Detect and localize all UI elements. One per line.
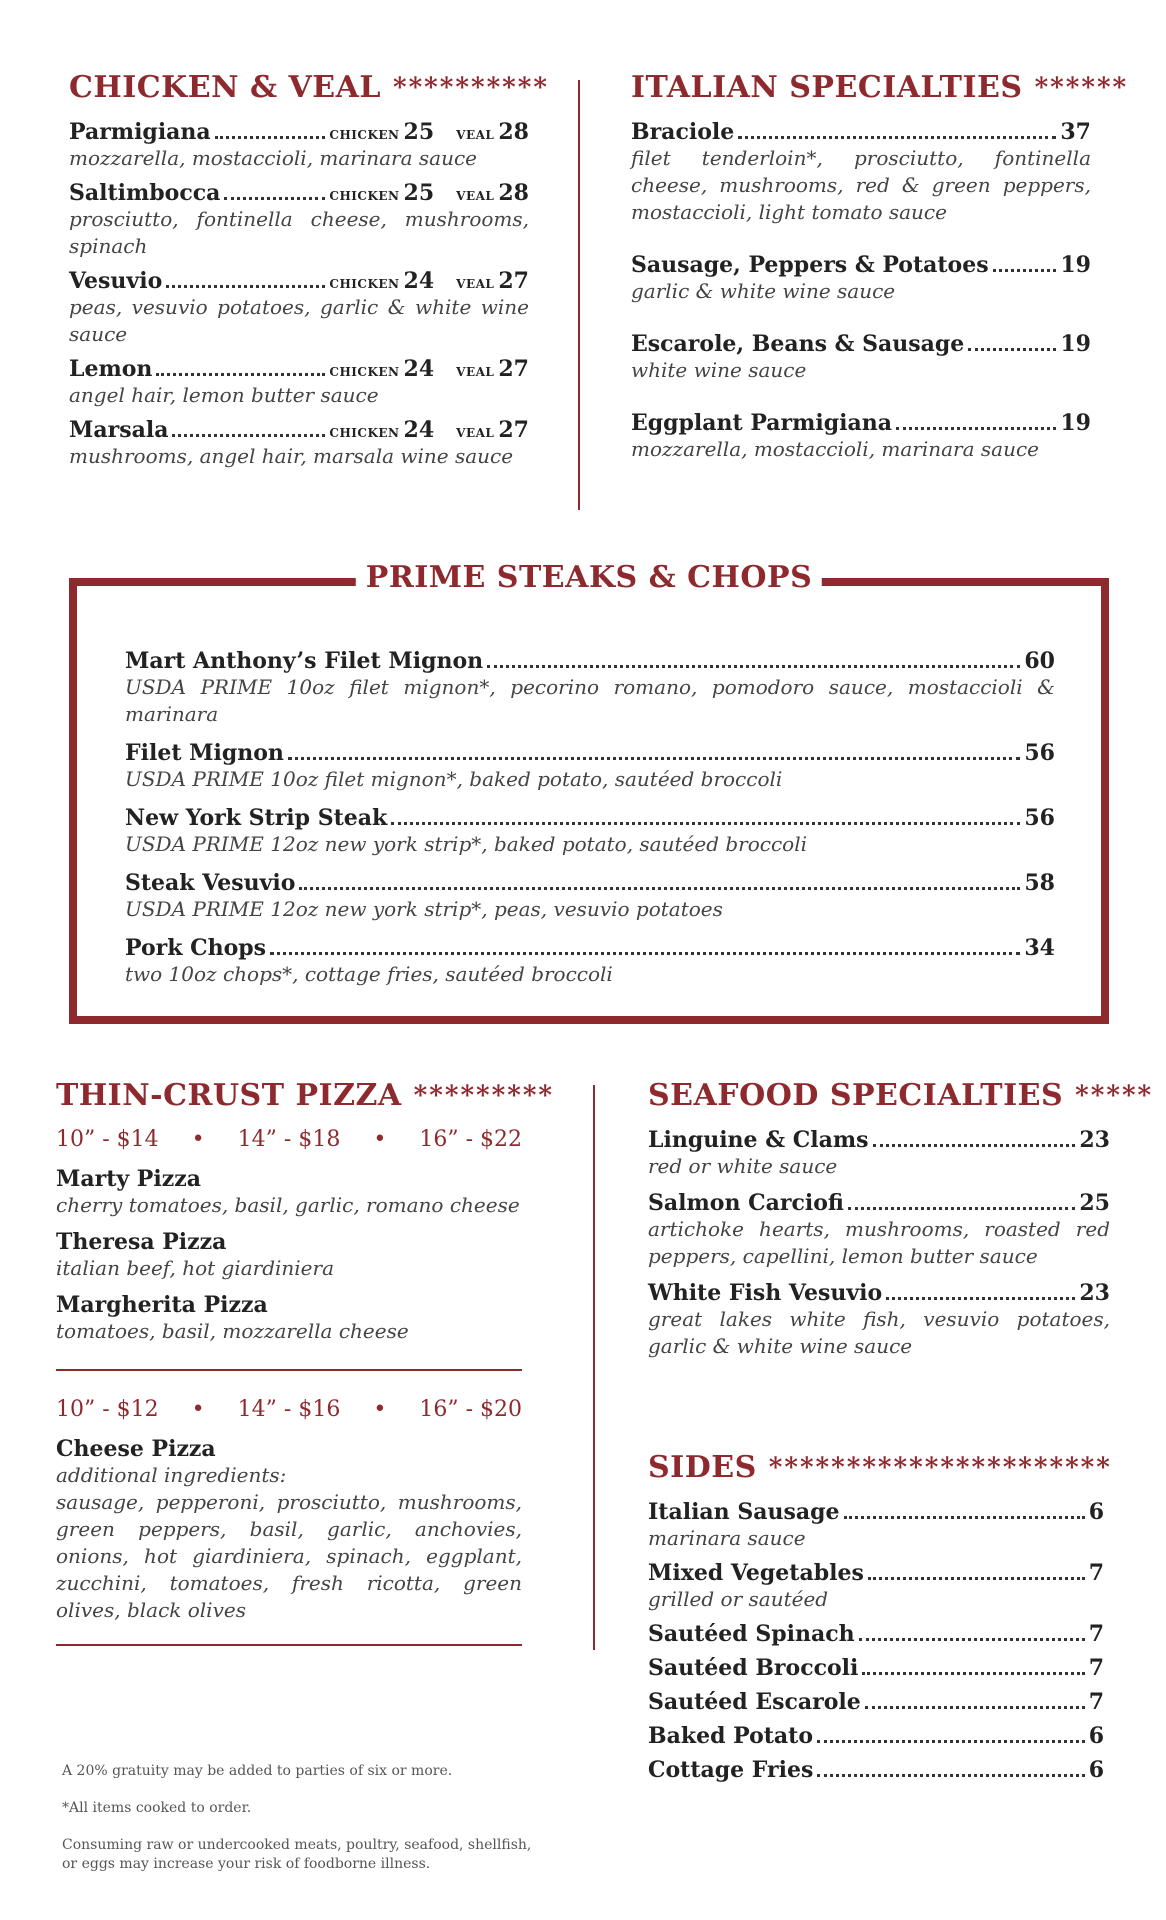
dot-leader bbox=[270, 952, 1020, 955]
dot-leader bbox=[865, 1706, 1085, 1709]
chicken-veal-title bbox=[69, 70, 549, 105]
veal-price bbox=[456, 268, 529, 294]
item-description: artichoke hearts, mushrooms, roasted red peppers, capellini, lemon butter sauce bbox=[648, 1217, 1110, 1268]
item-price: 6 bbox=[1088, 1723, 1104, 1749]
pizza-list bbox=[56, 1166, 522, 1345]
menu-item bbox=[648, 1127, 1110, 1180]
dot-leader bbox=[156, 373, 325, 376]
item-name-line bbox=[648, 1655, 1104, 1681]
item-name: Filet Mignon bbox=[125, 740, 284, 766]
item-name: Parmigiana bbox=[69, 119, 211, 145]
pizza-sizes-1 bbox=[56, 1127, 522, 1152]
item-price: 6 bbox=[1088, 1757, 1104, 1783]
item-name: Escarole, Beans & Sausage bbox=[631, 331, 965, 357]
item-name: Mixed Vegetables bbox=[648, 1560, 864, 1586]
item-name: Baked Potato bbox=[648, 1723, 814, 1749]
item-name-line bbox=[125, 648, 1055, 674]
item-name: Saltimbocca bbox=[69, 180, 221, 206]
menu-item bbox=[125, 935, 1055, 988]
item-price: 56 bbox=[1024, 740, 1055, 766]
seafood-list bbox=[648, 1127, 1110, 1360]
seafood-title-text: SEAFOOD SPECIALTIES bbox=[648, 1078, 1064, 1113]
menu-item bbox=[69, 119, 529, 172]
item-price: 7 bbox=[1088, 1655, 1104, 1681]
menu-item bbox=[69, 180, 529, 260]
chicken-label: CHICKEN bbox=[329, 277, 400, 291]
pizza-title bbox=[56, 1078, 555, 1113]
menu-item bbox=[648, 1723, 1104, 1749]
item-description: mushrooms, angel hair, marsala wine sauce bbox=[69, 444, 514, 468]
sides-list bbox=[648, 1499, 1104, 1783]
additional-label: additional ingredients: bbox=[56, 1463, 287, 1487]
menu-item bbox=[125, 805, 1055, 858]
additional-list: sausage, pepperoni, prosciutto, mushrooms, green peppers, basil, garlic, anchovies, onions, hot giardiniera, spinach, eggplant, zucchini, tomatoes, fresh ricotta, green olives, black olives bbox=[56, 1490, 522, 1622]
item-name-line bbox=[56, 1229, 522, 1255]
dot-leader bbox=[299, 887, 1020, 890]
dot-leader bbox=[215, 136, 326, 139]
item-name: Eggplant Parmigiana bbox=[631, 410, 893, 436]
pizza-stars: ********* bbox=[413, 1080, 555, 1111]
divider-bottom bbox=[593, 1085, 595, 1650]
price-value: 27 bbox=[498, 356, 529, 382]
menu-item bbox=[56, 1229, 522, 1282]
chicken-veal-section bbox=[69, 70, 549, 478]
item-description: grilled or sautéed bbox=[648, 1587, 829, 1611]
item-name: Cottage Fries bbox=[648, 1757, 814, 1783]
price-value: 24 bbox=[403, 356, 435, 382]
item-price: 19 bbox=[1060, 331, 1091, 357]
menu-item bbox=[648, 1655, 1104, 1681]
item-name: Margherita Pizza bbox=[56, 1292, 268, 1318]
item-name-line bbox=[631, 252, 1091, 278]
seafood-section bbox=[648, 1078, 1154, 1370]
size-label: 10” - $14 bbox=[56, 1127, 159, 1152]
prime-list bbox=[125, 648, 1055, 1000]
prime-title bbox=[356, 560, 822, 595]
veal-label: VEAL bbox=[456, 189, 495, 203]
item-description: angel hair, lemon butter sauce bbox=[69, 383, 379, 407]
chicken-price bbox=[329, 180, 434, 206]
item-name-line bbox=[631, 331, 1091, 357]
menu-item bbox=[631, 331, 1091, 384]
item-prices bbox=[329, 119, 529, 145]
dot-leader bbox=[172, 434, 325, 437]
menu-item bbox=[648, 1560, 1104, 1613]
item-name: Mart Anthony’s Filet Mignon bbox=[125, 648, 484, 674]
menu-item bbox=[631, 410, 1091, 463]
chicken-price bbox=[329, 119, 434, 145]
item-description: cherry tomatoes, basil, garlic, romano cheese bbox=[56, 1193, 520, 1217]
item-name-line bbox=[648, 1127, 1110, 1153]
item-name: Theresa Pizza bbox=[56, 1229, 227, 1255]
chicken-price bbox=[329, 356, 434, 382]
item-price: 37 bbox=[1060, 119, 1091, 145]
italian-stars: ****** bbox=[1034, 72, 1129, 103]
chicken-veal-list bbox=[69, 119, 529, 470]
menu-item bbox=[56, 1166, 522, 1219]
item-price: 7 bbox=[1088, 1560, 1104, 1586]
item-prices bbox=[329, 180, 529, 206]
prime-box bbox=[69, 560, 1109, 1024]
item-name-line bbox=[125, 805, 1055, 831]
item-name: Sausage, Peppers & Potatoes bbox=[631, 252, 989, 278]
chicken-label: CHICKEN bbox=[329, 365, 400, 379]
item-price: 25 bbox=[1079, 1190, 1110, 1216]
item-description: marinara sauce bbox=[648, 1526, 806, 1550]
dot-leader bbox=[817, 1740, 1085, 1743]
item-name: Marty Pizza bbox=[56, 1166, 201, 1192]
item-name: Sautéed Spinach bbox=[648, 1621, 855, 1647]
dot-leader bbox=[868, 1577, 1085, 1580]
seafood-stars: ***** bbox=[1075, 1080, 1154, 1111]
item-name: White Fish Vesuvio bbox=[648, 1280, 883, 1306]
pizza-title-text: THIN-CRUST PIZZA bbox=[56, 1078, 402, 1113]
item-name-line bbox=[648, 1723, 1104, 1749]
item-name: Cheese Pizza bbox=[56, 1436, 216, 1462]
item-price: 19 bbox=[1060, 252, 1091, 278]
footnotes bbox=[62, 1762, 542, 1874]
menu-item bbox=[69, 268, 529, 348]
italian-title-text: ITALIAN SPECIALTIES bbox=[631, 70, 1023, 105]
item-price: 23 bbox=[1079, 1127, 1110, 1153]
chicken-veal-stars: ********** bbox=[392, 72, 549, 103]
size-bullet: • bbox=[373, 1397, 387, 1422]
prime-title-text: PRIME STEAKS & CHOPS bbox=[365, 560, 813, 595]
item-price: 58 bbox=[1024, 870, 1055, 896]
item-price: 7 bbox=[1088, 1621, 1104, 1647]
item-name-line bbox=[648, 1499, 1104, 1525]
item-description: mozzarella, mostaccioli, marinara sauce bbox=[631, 437, 1040, 461]
dot-leader bbox=[968, 348, 1056, 351]
chicken-veal-title-text: CHICKEN & VEAL bbox=[69, 70, 381, 105]
item-name-line bbox=[648, 1757, 1104, 1783]
dot-leader bbox=[993, 269, 1057, 272]
dot-leader bbox=[224, 197, 325, 200]
item-name-line bbox=[69, 119, 529, 145]
dot-leader bbox=[848, 1207, 1075, 1210]
dot-leader bbox=[817, 1774, 1084, 1777]
item-name: Italian Sausage bbox=[648, 1499, 840, 1525]
pizza-divider-2 bbox=[56, 1624, 522, 1646]
price-value: 25 bbox=[403, 180, 435, 206]
item-prices bbox=[329, 356, 529, 382]
dot-leader bbox=[896, 427, 1056, 430]
pizza-divider-1 bbox=[56, 1355, 522, 1371]
item-price: 19 bbox=[1060, 410, 1091, 436]
item-name-line bbox=[648, 1621, 1104, 1647]
item-description: USDA PRIME 12oz new york strip*, baked potato, sautéed broccoli bbox=[125, 832, 807, 856]
item-name-line bbox=[648, 1280, 1110, 1306]
item-name-line bbox=[648, 1689, 1104, 1715]
dot-leader bbox=[166, 285, 325, 288]
item-name-line bbox=[648, 1560, 1104, 1586]
chicken-label: CHICKEN bbox=[329, 426, 400, 440]
cheese-pizza-name bbox=[56, 1436, 522, 1462]
item-price: 23 bbox=[1079, 1280, 1110, 1306]
item-price: 60 bbox=[1024, 648, 1055, 674]
italian-list bbox=[631, 119, 1091, 463]
menu-item bbox=[56, 1292, 522, 1345]
item-name: Braciole bbox=[631, 119, 735, 145]
sides-title bbox=[648, 1450, 1112, 1485]
veal-label: VEAL bbox=[456, 277, 495, 291]
seafood-title bbox=[648, 1078, 1154, 1113]
veal-label: VEAL bbox=[456, 426, 495, 440]
item-name: Marsala bbox=[69, 417, 169, 443]
item-name-line bbox=[56, 1166, 522, 1192]
menu-item bbox=[125, 648, 1055, 728]
item-description: great lakes white fish, vesuvio potatoes, garlic & white wine sauce bbox=[648, 1307, 1110, 1358]
menu-item bbox=[648, 1499, 1104, 1552]
dot-leader bbox=[886, 1297, 1075, 1300]
divider-top bbox=[578, 80, 580, 510]
menu-item bbox=[648, 1689, 1104, 1715]
dot-leader bbox=[738, 136, 1056, 139]
item-description: italian beef, hot giardiniera bbox=[56, 1256, 334, 1280]
item-name-line bbox=[69, 356, 529, 382]
size-label: 16” - $20 bbox=[419, 1397, 522, 1422]
item-name-line bbox=[69, 417, 529, 443]
item-prices bbox=[329, 417, 529, 443]
item-name: Sautéed Escarole bbox=[648, 1689, 861, 1715]
menu-item bbox=[125, 740, 1055, 793]
item-name-line bbox=[125, 870, 1055, 896]
item-description: mozzarella, mostaccioli, marinara sauce bbox=[69, 146, 478, 170]
item-name-line bbox=[69, 268, 529, 294]
veal-label: VEAL bbox=[456, 365, 495, 379]
dot-leader bbox=[859, 1638, 1085, 1641]
menu-item bbox=[648, 1757, 1104, 1783]
dot-leader bbox=[288, 757, 1020, 760]
price-value: 28 bbox=[498, 119, 529, 145]
chicken-price bbox=[329, 268, 434, 294]
item-price: 6 bbox=[1088, 1499, 1104, 1525]
size-label: 14” - $18 bbox=[237, 1127, 341, 1152]
size-label: 10” - $12 bbox=[56, 1397, 159, 1422]
chicken-label: CHICKEN bbox=[329, 189, 400, 203]
item-description: two 10oz chops*, cottage fries, sautéed broccoli bbox=[125, 962, 613, 986]
item-description: garlic & white wine sauce bbox=[631, 279, 896, 303]
item-price: 7 bbox=[1088, 1689, 1104, 1715]
dot-leader bbox=[873, 1144, 1076, 1147]
price-value: 24 bbox=[403, 417, 435, 443]
price-value: 27 bbox=[498, 268, 529, 294]
price-value: 24 bbox=[403, 268, 435, 294]
item-name-line bbox=[125, 935, 1055, 961]
item-price: 34 bbox=[1024, 935, 1055, 961]
cooked-note: *All items cooked to order. bbox=[62, 1800, 252, 1816]
item-description: peas, vesuvio potatoes, garlic & white wine sauce bbox=[69, 295, 529, 346]
menu-item bbox=[69, 417, 529, 470]
menu-item bbox=[631, 119, 1091, 226]
item-name-line bbox=[56, 1292, 522, 1318]
veal-label: VEAL bbox=[456, 128, 495, 142]
veal-price bbox=[456, 119, 529, 145]
item-name: Pork Chops bbox=[125, 935, 267, 961]
dot-leader bbox=[391, 822, 1020, 825]
item-name-line bbox=[648, 1190, 1110, 1216]
gratuity-note: A 20% gratuity may be added to parties of six or more. bbox=[62, 1763, 453, 1779]
item-description: USDA PRIME 10oz filet mignon*, pecorino romano, pomodoro sauce, mostaccioli & marinara bbox=[125, 675, 1055, 726]
item-description: tomatoes, basil, mozzarella cheese bbox=[56, 1319, 409, 1343]
item-price: 56 bbox=[1024, 805, 1055, 831]
size-bullet: • bbox=[191, 1127, 205, 1152]
item-name: Linguine & Clams bbox=[648, 1127, 869, 1153]
item-description: prosciutto, fontinella cheese, mushrooms, spinach bbox=[69, 207, 529, 258]
item-name: Lemon bbox=[69, 356, 153, 382]
veal-price bbox=[456, 417, 529, 443]
size-bullet: • bbox=[373, 1127, 387, 1152]
pizza-sizes-2 bbox=[56, 1397, 522, 1422]
price-value: 27 bbox=[498, 417, 529, 443]
warning-note: Consuming raw or undercooked meats, poultry, seafood, shellfish, or eggs may increase your risk of foodborne illness. bbox=[62, 1837, 532, 1872]
price-value: 28 bbox=[498, 180, 529, 206]
sides-title-text: SIDES bbox=[648, 1450, 757, 1485]
veal-price bbox=[456, 356, 529, 382]
veal-price bbox=[456, 180, 529, 206]
item-prices bbox=[329, 268, 529, 294]
chicken-price bbox=[329, 417, 434, 443]
menu-item bbox=[648, 1621, 1104, 1647]
dot-leader bbox=[487, 665, 1020, 668]
item-name: Sautéed Broccoli bbox=[648, 1655, 859, 1681]
italian-section bbox=[631, 70, 1129, 489]
item-name-line bbox=[631, 410, 1091, 436]
item-description: white wine sauce bbox=[631, 358, 807, 382]
item-description: USDA PRIME 12oz new york strip*, peas, vesuvio potatoes bbox=[125, 897, 723, 921]
price-value: 25 bbox=[403, 119, 435, 145]
menu-item bbox=[69, 356, 529, 409]
item-name: New York Strip Steak bbox=[125, 805, 388, 831]
size-bullet: • bbox=[191, 1397, 205, 1422]
item-description: red or white sauce bbox=[648, 1154, 838, 1178]
item-name: Salmon Carciofi bbox=[648, 1190, 844, 1216]
menu-item bbox=[648, 1280, 1110, 1360]
item-name-line bbox=[125, 740, 1055, 766]
size-label: 16” - $22 bbox=[419, 1127, 522, 1152]
italian-title bbox=[631, 70, 1129, 105]
sides-stars: ********************** bbox=[768, 1452, 1112, 1483]
dot-leader bbox=[862, 1672, 1084, 1675]
sides-section bbox=[648, 1450, 1112, 1791]
chicken-label: CHICKEN bbox=[329, 128, 400, 142]
pizza-section bbox=[56, 1078, 555, 1646]
size-label: 14” - $16 bbox=[237, 1397, 341, 1422]
menu-item bbox=[125, 870, 1055, 923]
item-name: Steak Vesuvio bbox=[125, 870, 296, 896]
item-description: USDA PRIME 10oz filet mignon*, baked potato, sautéed broccoli bbox=[125, 767, 783, 791]
item-description: filet tenderloin*, prosciutto, fontinella cheese, mushrooms, red & green peppers, mostaccioli, light tomato sauce bbox=[631, 146, 1091, 224]
menu-item bbox=[648, 1190, 1110, 1270]
item-name-line bbox=[69, 180, 529, 206]
menu-item bbox=[631, 252, 1091, 305]
item-name-line bbox=[631, 119, 1091, 145]
item-name: Vesuvio bbox=[69, 268, 163, 294]
dot-leader bbox=[844, 1516, 1085, 1519]
